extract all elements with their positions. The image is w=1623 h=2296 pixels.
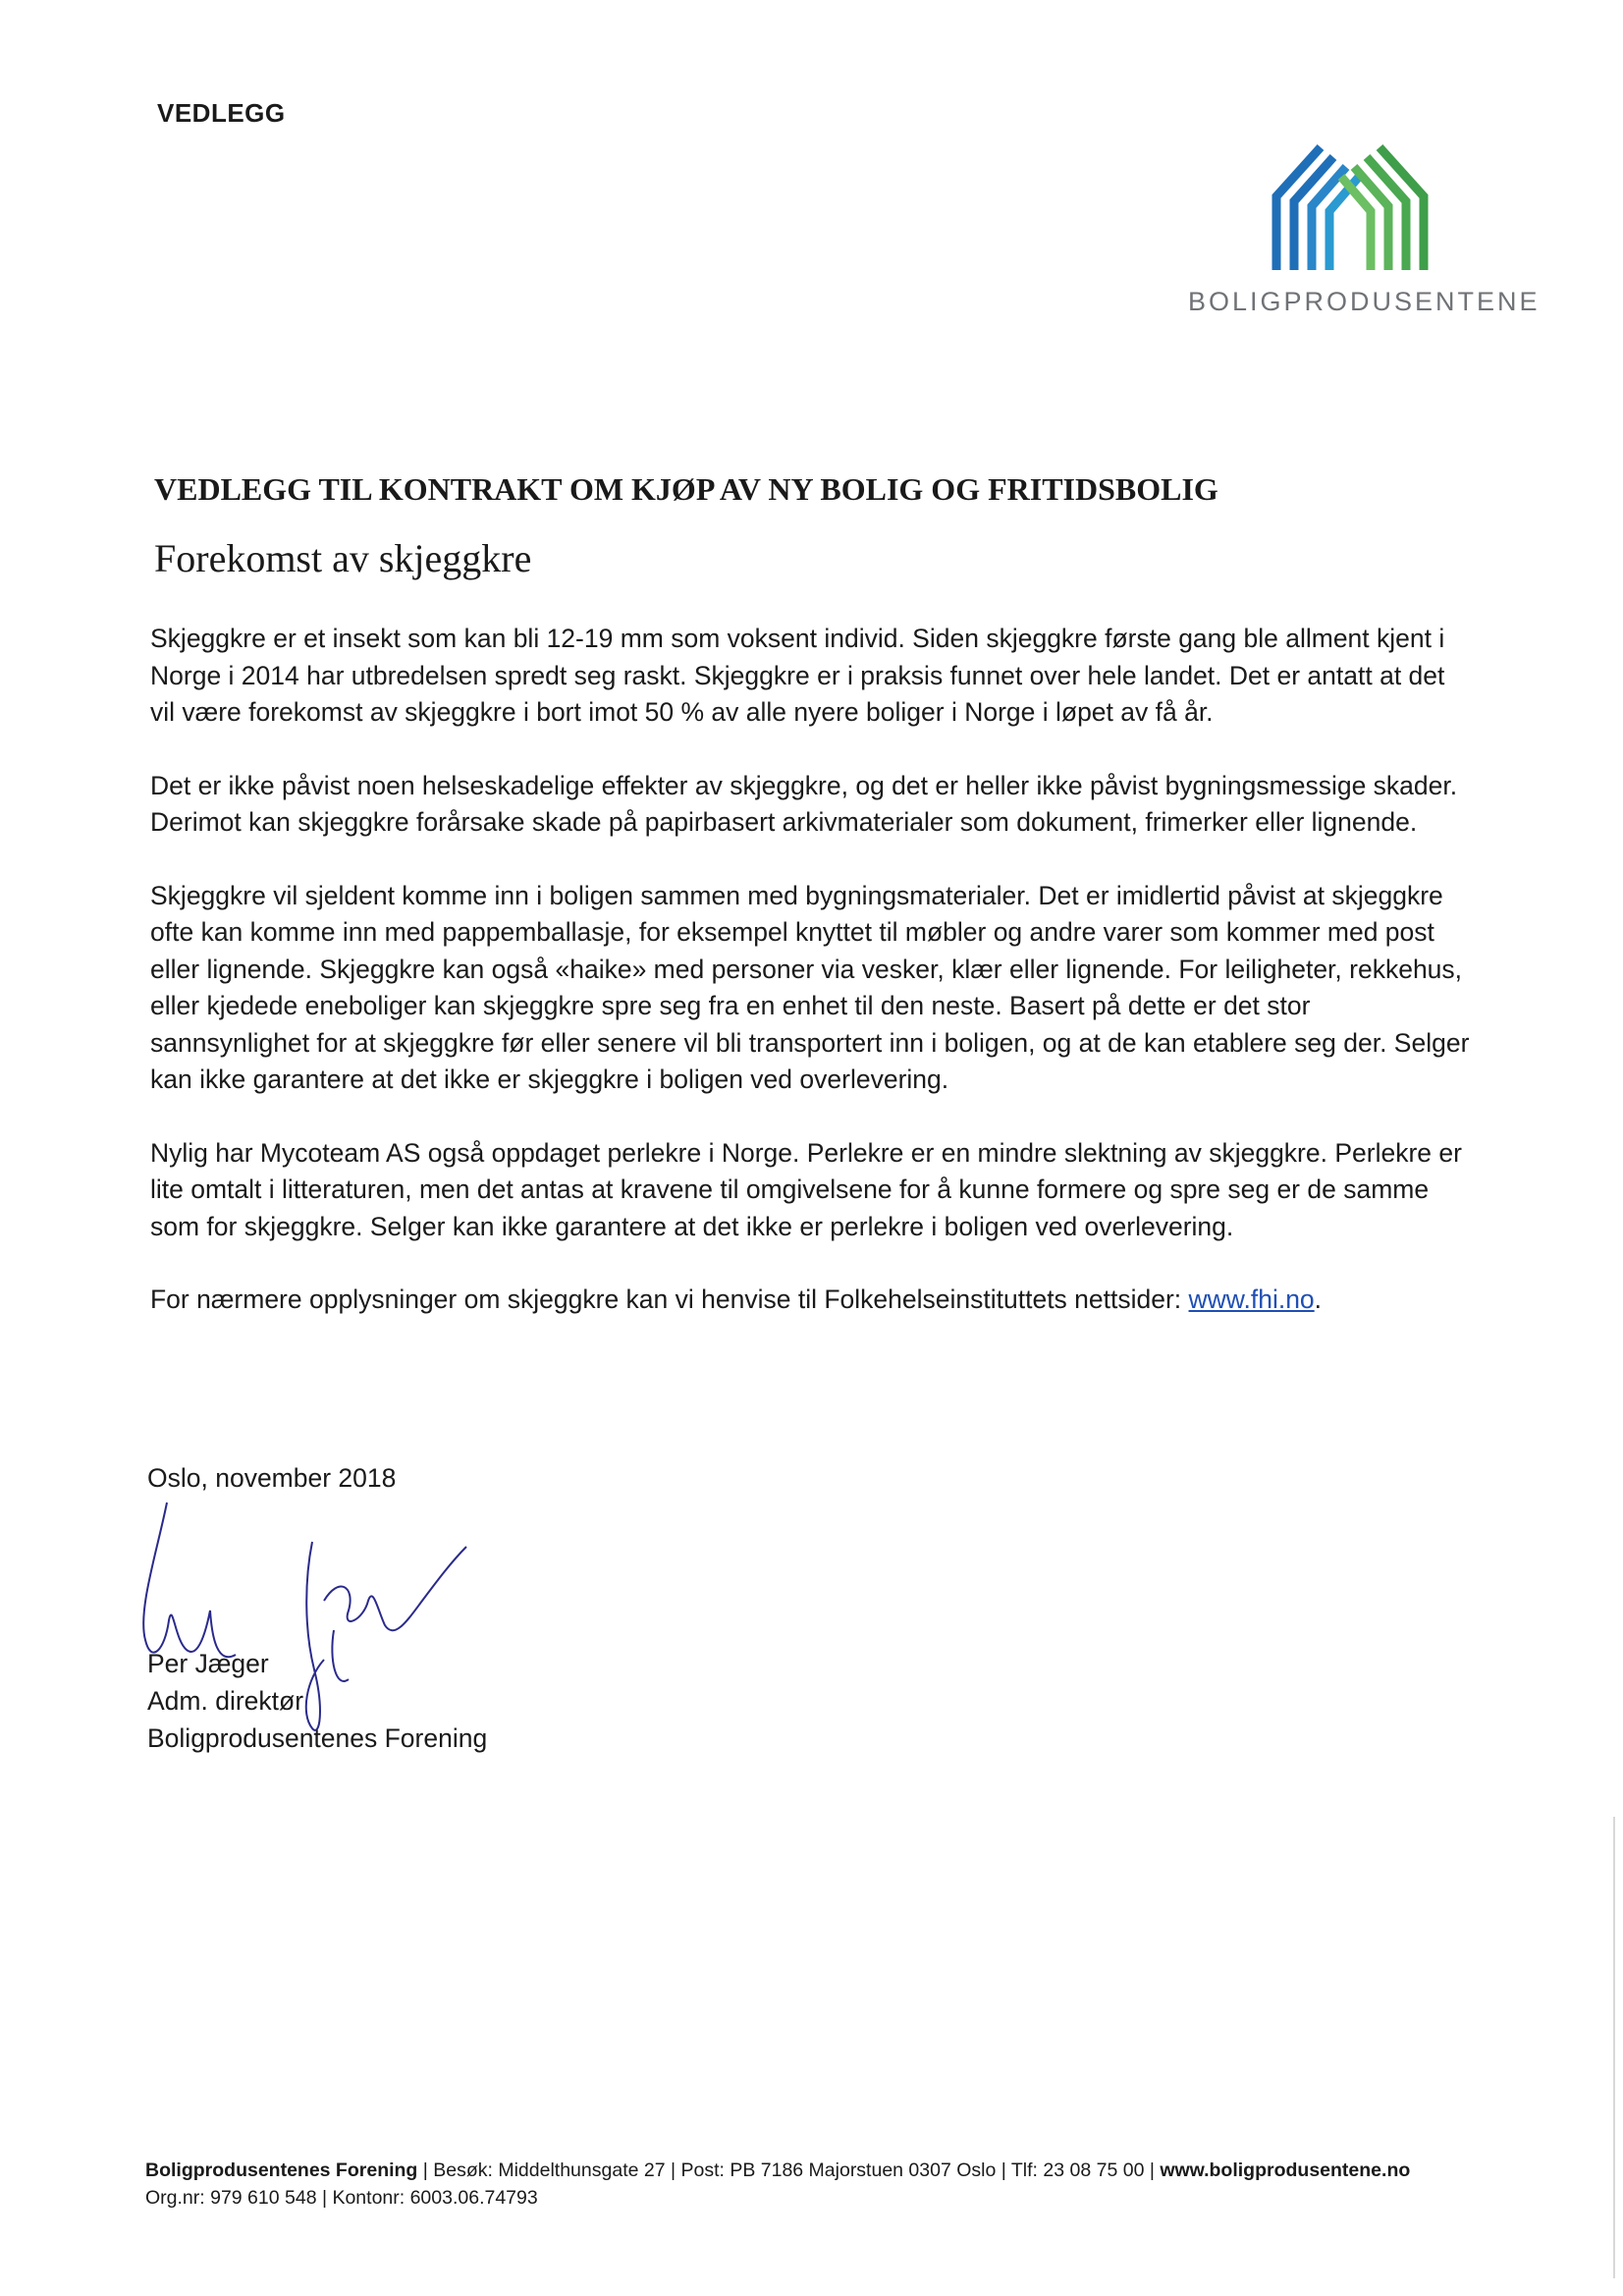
logo-mark-icon [1267,137,1434,275]
footer-separator: | [316,2187,333,2209]
footer-line-1 [145,2157,1410,2184]
logo-text: BOLIGPRODUSENTENE [1188,287,1541,316]
footer-phone-value: 23 08 75 00 [1037,2159,1145,2181]
info-end: . [1314,1285,1323,1314]
footer-separator: | [417,2159,434,2181]
document-title: VEDLEGG TIL KONTRAKT OM KJØP AV NY BOLIG OG FRITIDSBOLIG [154,471,1218,507]
info-paragraph [150,1282,1471,1319]
footer-visit-label: Besøk: [433,2159,493,2181]
scan-edge [1613,1817,1615,2278]
document-subtitle: Forekomst av skjeggkre [154,536,532,580]
footer-separator: | [996,2159,1011,2181]
footer-separator: | [1144,2159,1161,2181]
footer-orgnr-label: Org.nr: [145,2187,205,2209]
footer-post-label: Post: [680,2159,725,2181]
signer-name: Per Jæger [147,1649,269,1678]
footer-separator: | [665,2159,681,2181]
paragraph: Skjeggkre vil sjeldent komme inn i boligen sammen med bygningsmaterialer. Det er imidlertid påvist at skjeggkre ofte kan komme inn med pappemballasje, for eksempel knyttet til møbler og andre varer som kommer med post eller lignende. Skjeggkre kan også «haike» med personer via vesker, klær eller lignende. For leiligheter, rekkehus, eller kjedede eneboliger kan skjeggkre spre seg fra en enhet til den neste. Basert på dette er det stor sannsynlighet for at skjeggkre før eller senere vil bli transportert inn i boligen, og at de kan etablere seg der. Selger kan ikke garantere at det ikke er skjeggkre i boligen ved overlevering. [150,880,1470,1094]
fhi-link[interactable]: www.fhi.no [1188,1285,1315,1314]
signer-role: Adm. direktør [147,1686,304,1716]
signer-organization: Boligprodusentenes Forening [147,1723,488,1753]
document-body [150,621,1471,1355]
footer-line-2 [145,2184,1410,2212]
footer-account-label: Kontonr: [332,2187,406,2209]
footer-phone-label: Tlf: [1010,2159,1038,2181]
header-label: VEDLEGG [157,98,286,128]
place-date: Oslo, november 2018 [147,1463,397,1493]
info-text: For nærmere opplysninger om skjeggkre kan vi henvise til Folkehelseinstituttets nettsider: [150,1285,1189,1314]
paragraph: Nylig har Mycoteam AS også oppdaget perlekre i Norge. Perlekre er en mindre slektning av skjeggkre. Perlekre er lite omtalt i litteraturen, men det antas at kravene til omgivelsene for å kunne formere og spre seg er de samme som for skjeggkre. Selger kan ikke garantere at det ikke er perlekre i boligen ved overlevering. [150,1137,1462,1241]
footer-post-value: PB 7186 Majorstuen 0307 Oslo [724,2159,997,2181]
signer-block [147,1645,487,1757]
footer-account-value: 6003.06.74793 [405,2187,538,2209]
company-logo [1188,137,1541,334]
footer-org-name: Boligprodusentenes Forening [145,2159,418,2181]
paragraph: Skjeggkre er et insekt som kan bli 12-19 mm som voksent individ. Siden skjeggkre første gang ble allment kjent i Norge i 2014 har utbredelsen spredt seg raskt. Skjeggkre er i praksis funnet over hele landet. Det er antatt at det vil være forekomst av skjeggkre i bort imot 50 % av alle nyere boliger i Norge i løpet av få år. [150,624,1445,727]
footer-website[interactable]: www.boligprodusentene.no [1160,2159,1411,2181]
footer-visit-value: Middelthunsgate 27 [492,2159,666,2181]
footer-orgnr-value: 979 610 548 [204,2187,317,2209]
paragraph: Det er ikke påvist noen helseskadelige effekter av skjeggkre, og det er heller ikke påvist bygningsmessige skader. Derimot kan skjeggkre forårsake skade på papirbasert arkivmaterialer som dokument, frimerker eller lignende. [150,770,1458,837]
footer [145,2157,1410,2212]
